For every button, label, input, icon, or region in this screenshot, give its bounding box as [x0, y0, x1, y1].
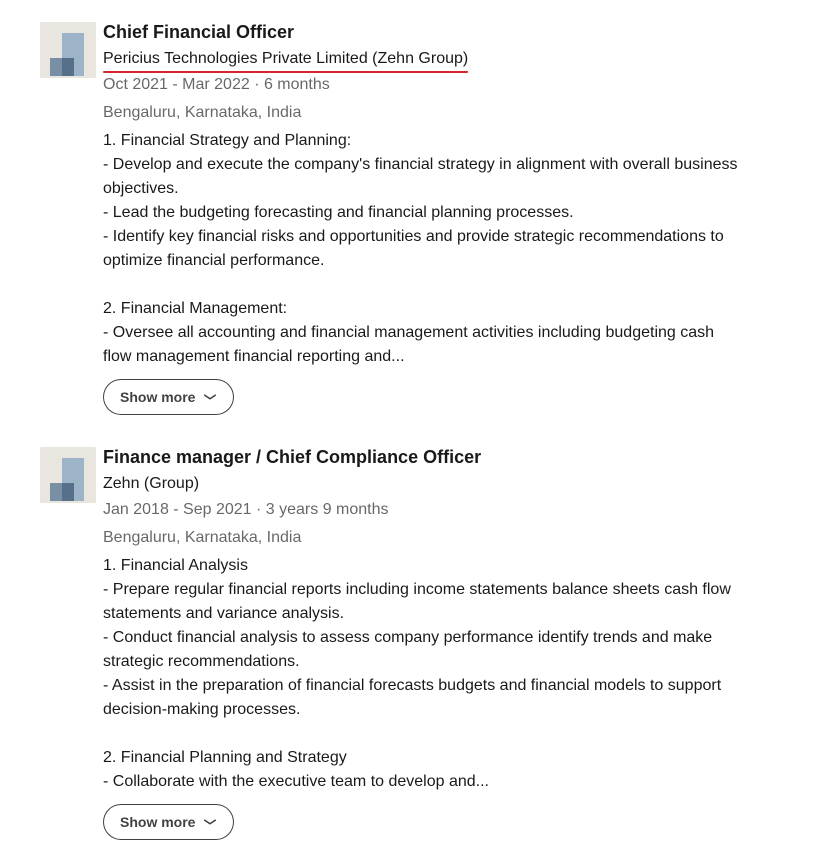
description-line: objectives. — [103, 180, 179, 197]
description-line: 2. Financial Planning and Strategy — [103, 749, 347, 766]
chevron-down-icon — [203, 815, 217, 829]
description-line: 2. Financial Management: — [103, 300, 288, 317]
logo-shape — [62, 58, 74, 76]
description-line — [103, 722, 783, 746]
description-line: 1. Financial Analysis — [103, 557, 248, 574]
job-description — [103, 129, 783, 369]
description-line: flow management financial reporting and... — [103, 348, 405, 365]
description-line: - Collaborate with the executive team to develop and... — [103, 773, 489, 790]
description-line: 1. Financial Strategy and Planning: — [103, 132, 352, 149]
company-logo[interactable] — [40, 447, 96, 503]
description-line — [103, 273, 783, 297]
employment-dates: Jan 2018 - Sep 2021 · 3 years 9 months — [103, 501, 389, 518]
description-line: decision-making processes. — [103, 701, 301, 718]
experience-content — [103, 20, 783, 415]
description-line: - Prepare regular financial reports including income statements balance sheets cash flow — [103, 581, 731, 598]
employment-dates: Oct 2021 - Mar 2022 · 6 months — [103, 76, 330, 93]
show-more-button[interactable] — [103, 379, 234, 415]
description-line: - Identify key financial risks and opportunities and provide strategic recommendations to — [103, 228, 724, 245]
show-more-button[interactable] — [103, 804, 234, 840]
description-line: - Conduct financial analysis to assess company performance identify trends and make — [103, 629, 713, 646]
show-more-label: Show more — [120, 814, 196, 830]
job-location: Bengaluru, Karnataka, India — [103, 529, 302, 546]
company-logo[interactable] — [40, 22, 96, 78]
job-location: Bengaluru, Karnataka, India — [103, 104, 302, 121]
description-line: statements and variance analysis. — [103, 605, 345, 622]
job-title[interactable]: Finance manager / Chief Compliance Officer — [103, 447, 482, 467]
description-line: strategic recommendations. — [103, 653, 300, 670]
logo-shape — [62, 483, 74, 501]
description-line: - Lead the budgeting forecasting and financial planning processes. — [103, 204, 574, 221]
description-line: optimize financial performance. — [103, 252, 325, 269]
chevron-down-icon — [203, 390, 217, 404]
company-name[interactable]: Zehn (Group) — [103, 475, 200, 492]
company-name[interactable]: Pericius Technologies Private Limited (Zehn Group) — [103, 47, 468, 71]
description-line: - Develop and execute the company's financial strategy in alignment with overall business — [103, 156, 738, 173]
show-more-label: Show more — [120, 389, 196, 405]
job-title[interactable]: Chief Financial Officer — [103, 22, 295, 42]
job-description — [103, 554, 783, 794]
description-line: - Oversee all accounting and financial management activities including budgeting cash — [103, 324, 715, 341]
description-line: - Assist in the preparation of financial forecasts budgets and financial models to support — [103, 677, 722, 694]
experience-content — [103, 445, 783, 840]
